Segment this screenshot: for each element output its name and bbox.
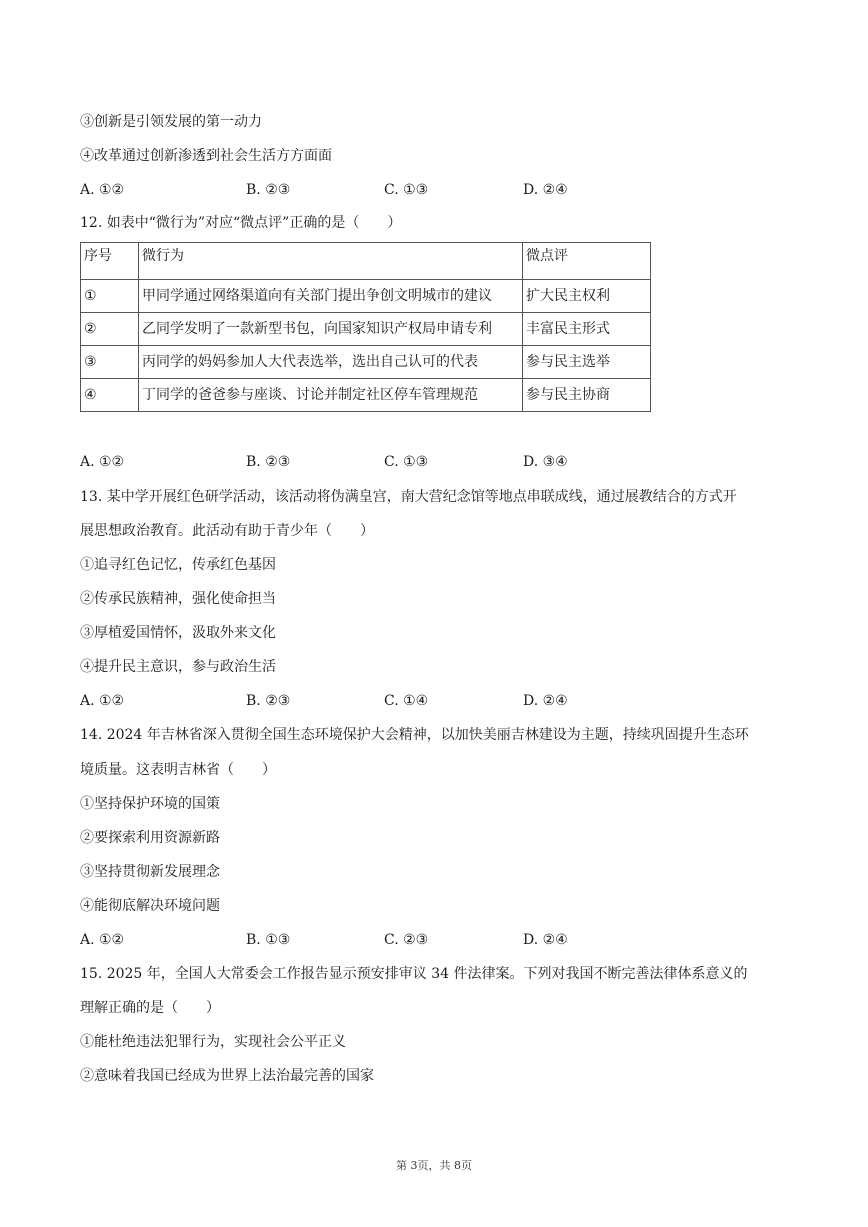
q14-item-3: ③坚持贯彻新发展理念 xyxy=(80,864,220,880)
table-header-cell: 微点评 xyxy=(523,243,651,280)
table-cell: 参与民主协商 xyxy=(523,379,651,412)
table-cell: 丰富民主形式 xyxy=(523,313,651,346)
q14-option-a[interactable]: A. ①② xyxy=(80,932,125,948)
q13-item-3: ③厚植爱国情怀，汲取外来文化 xyxy=(80,625,276,641)
q12-options xyxy=(80,452,840,472)
table-cell: ④ xyxy=(81,379,139,412)
q12-option-d[interactable]: D. ③④ xyxy=(523,454,568,470)
q14-item-1: ①坚持保护环境的国策 xyxy=(80,796,220,812)
q14-stem-line-2: 境质量。这表明吉林省（ ） xyxy=(80,762,276,778)
q11-option-c[interactable]: C. ①③ xyxy=(384,182,429,198)
q13-item-4: ④提升民主意识，参与政治生活 xyxy=(80,659,276,675)
q11-option-b[interactable]: B. ②③ xyxy=(246,182,291,198)
q12-option-a[interactable]: A. ①② xyxy=(80,454,125,470)
table-cell: 参与民主选举 xyxy=(523,346,651,379)
q13-option-c[interactable]: C. ①④ xyxy=(384,693,429,709)
table-header-cell: 序号 xyxy=(81,243,139,280)
q11-option-d[interactable]: D. ②④ xyxy=(523,182,568,198)
q13-item-2: ②传承民族精神，强化使命担当 xyxy=(80,591,276,607)
page-footer: 第 3页，共 8页 xyxy=(396,1159,472,1172)
q14-item-2: ②要探索利用资源新路 xyxy=(80,830,220,846)
table-cell: 甲同学通过网络渠道向有关部门提出争创文明城市的建议 xyxy=(139,280,523,313)
q14-item-4: ④能彻底解决环境问题 xyxy=(80,898,220,914)
q12-stem: 12. 如表中“微行为”对应“微点评”正确的是（ ） xyxy=(80,215,402,231)
q15-item-1: ①能杜绝违法犯罪行为，实现社会公平正义 xyxy=(80,1034,346,1050)
q11-item-4: ④改革通过创新渗透到社会生活方方面面 xyxy=(80,148,332,164)
q14-option-b[interactable]: B. ①③ xyxy=(246,932,291,948)
q13-option-a[interactable]: A. ①② xyxy=(80,693,125,709)
table-cell: 乙同学发明了一款新型书包，向国家知识产权局申请专利 xyxy=(139,313,523,346)
table-row xyxy=(81,313,651,346)
q12-option-b[interactable]: B. ②③ xyxy=(246,454,291,470)
table-cell: 丁同学的爸爸参与座谈、讨论并制定社区停车管理规范 xyxy=(139,379,523,412)
q15-stem-line-2: 理解正确的是（ ） xyxy=(80,1000,220,1016)
table-cell: ② xyxy=(81,313,139,346)
table-cell: 丙同学的妈妈参加人大代表选举，选出自己认可的代表 xyxy=(139,346,523,379)
table-row xyxy=(81,346,651,379)
q11-options xyxy=(80,180,840,200)
table-cell: 扩大民主权利 xyxy=(523,280,651,313)
q14-option-d[interactable]: D. ②④ xyxy=(523,932,568,948)
q11-item-3: ③创新是引领发展的第一动力 xyxy=(80,114,262,130)
q13-item-1: ①追寻红色记忆，传承红色基因 xyxy=(80,557,276,573)
q15-stem-line-1: 15. 2025 年，全国人大常委会工作报告显示预安排审议 34 件法律案。下列对我国不断完善法律体系意义的 xyxy=(80,966,748,982)
q13-options xyxy=(80,691,840,711)
table-header-row xyxy=(81,243,651,280)
q14-option-c[interactable]: C. ②③ xyxy=(384,932,429,948)
table-cell: ③ xyxy=(81,346,139,379)
table-row xyxy=(81,379,651,412)
q12-table xyxy=(80,242,651,412)
q13-option-b[interactable]: B. ②③ xyxy=(246,693,291,709)
table-row xyxy=(81,280,651,313)
q14-stem-line-1: 14. 2024 年吉林省深入贯彻全国生态环境保护大会精神，以加快美丽吉林建设为主题，持续巩固提升生态环 xyxy=(80,727,749,743)
q11-option-a[interactable]: A. ①② xyxy=(80,182,125,198)
q13-stem-line-1: 13. 某中学开展红色研学活动，该活动将伪满皇宫，南大营纪念馆等地点串联成线，通过展教结合的方式开 xyxy=(80,489,737,505)
q15-item-2: ②意味着我国已经成为世界上法治最完善的国家 xyxy=(80,1068,374,1084)
q13-option-d[interactable]: D. ②④ xyxy=(523,693,568,709)
q14-options xyxy=(80,930,840,950)
table-header-cell: 微行为 xyxy=(139,243,523,280)
q13-stem-line-2: 展思想政治教育。此活动有助于青少年（ ） xyxy=(80,523,374,539)
q12-option-c[interactable]: C. ①③ xyxy=(384,454,429,470)
table-cell: ① xyxy=(81,280,139,313)
